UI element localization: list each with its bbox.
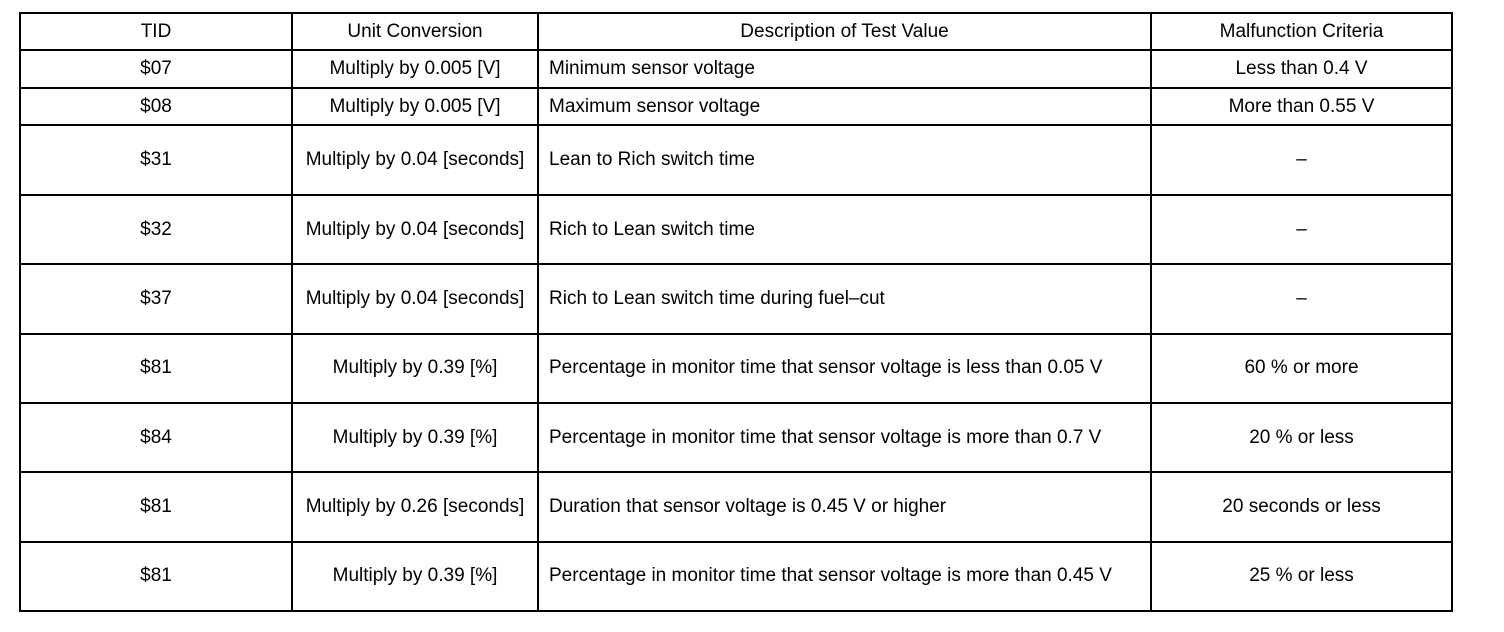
unit-cell: Multiply by 0.005 [V] bbox=[292, 88, 538, 126]
tid-cell: $08 bbox=[20, 88, 292, 126]
table-row bbox=[20, 334, 1452, 403]
unit-cell: Multiply by 0.04 [seconds] bbox=[292, 125, 538, 194]
criteria-cell: – bbox=[1151, 125, 1452, 194]
table-row bbox=[20, 50, 1452, 88]
table-row bbox=[20, 125, 1452, 194]
unit-cell: Multiply by 0.04 [seconds] bbox=[292, 264, 538, 333]
description-cell: Lean to Rich switch time bbox=[538, 125, 1151, 194]
tid-cell: $37 bbox=[20, 264, 292, 333]
criteria-cell: 25 % or less bbox=[1151, 542, 1452, 611]
criteria-cell: 20 seconds or less bbox=[1151, 472, 1452, 541]
header-row bbox=[20, 13, 1452, 50]
header-tid: TID bbox=[20, 13, 292, 50]
description-cell: Duration that sensor voltage is 0.45 V or higher bbox=[538, 472, 1151, 541]
criteria-cell: – bbox=[1151, 195, 1452, 264]
description-cell: Percentage in monitor time that sensor voltage is more than 0.45 V bbox=[538, 542, 1151, 611]
test-value-table bbox=[19, 12, 1453, 612]
tid-cell: $07 bbox=[20, 50, 292, 88]
tid-cell: $31 bbox=[20, 125, 292, 194]
unit-cell: Multiply by 0.04 [seconds] bbox=[292, 195, 538, 264]
description-cell: Percentage in monitor time that sensor voltage is more than 0.7 V bbox=[538, 403, 1151, 472]
tid-cell: $32 bbox=[20, 195, 292, 264]
table-row bbox=[20, 542, 1452, 611]
header-unit-conversion: Unit Conversion bbox=[292, 13, 538, 50]
tid-cell: $81 bbox=[20, 472, 292, 541]
unit-cell: Multiply by 0.39 [%] bbox=[292, 403, 538, 472]
description-cell: Percentage in monitor time that sensor voltage is less than 0.05 V bbox=[538, 334, 1151, 403]
description-cell: Maximum sensor voltage bbox=[538, 88, 1151, 126]
table-row bbox=[20, 195, 1452, 264]
table-row bbox=[20, 88, 1452, 126]
description-cell: Rich to Lean switch time during fuel–cut bbox=[538, 264, 1151, 333]
unit-cell: Multiply by 0.005 [V] bbox=[292, 50, 538, 88]
table-row bbox=[20, 403, 1452, 472]
header-description: Description of Test Value bbox=[538, 13, 1151, 50]
tid-cell: $84 bbox=[20, 403, 292, 472]
tid-cell: $81 bbox=[20, 334, 292, 403]
criteria-cell: Less than 0.4 V bbox=[1151, 50, 1452, 88]
tid-cell: $81 bbox=[20, 542, 292, 611]
table-row bbox=[20, 264, 1452, 333]
criteria-cell: – bbox=[1151, 264, 1452, 333]
criteria-cell: More than 0.55 V bbox=[1151, 88, 1452, 126]
table-row bbox=[20, 472, 1452, 541]
criteria-cell: 60 % or more bbox=[1151, 334, 1452, 403]
unit-cell: Multiply by 0.39 [%] bbox=[292, 542, 538, 611]
criteria-cell: 20 % or less bbox=[1151, 403, 1452, 472]
description-cell: Rich to Lean switch time bbox=[538, 195, 1151, 264]
unit-cell: Multiply by 0.39 [%] bbox=[292, 334, 538, 403]
header-malfunction-criteria: Malfunction Criteria bbox=[1151, 13, 1452, 50]
unit-cell: Multiply by 0.26 [seconds] bbox=[292, 472, 538, 541]
description-cell: Minimum sensor voltage bbox=[538, 50, 1151, 88]
